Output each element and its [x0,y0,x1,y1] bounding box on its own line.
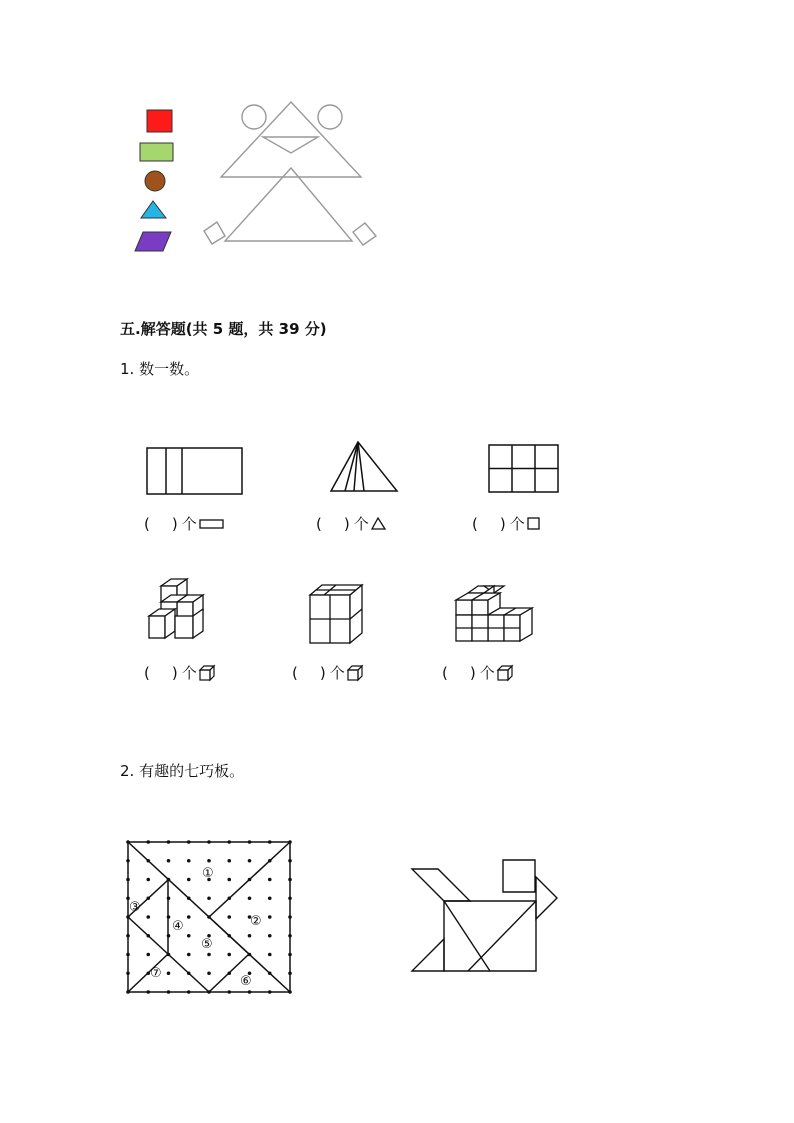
grid-dot [146,953,150,957]
grid-dot [227,953,231,957]
right-paren: ) [343,514,350,533]
right-paren: ) [171,514,178,533]
piece-label-4: ④ [172,919,184,934]
question-2-title: 2. 有趣的七巧板。 [120,762,245,780]
grid-dot [227,859,231,863]
legend-circle-icon [143,169,169,195]
grid-dot [187,859,191,863]
unit-label: 个 [181,664,197,682]
unit-label: 个 [329,664,345,682]
grid-dot [248,859,252,863]
piece-label-7: ⑦ [150,966,162,981]
right-foot-square [353,223,376,245]
grid-dot [248,896,252,900]
cube-icon [497,665,513,681]
grid-dot [187,953,191,957]
grid-dot [187,878,191,882]
unit-label: 个 [509,515,525,533]
legend-parallelogram-icon [134,230,174,254]
left-paren: ( [316,514,322,533]
left-paren: ( [472,514,478,533]
rectangle-icon [199,518,225,530]
grid-dot [146,915,150,919]
grid-dot [187,934,191,938]
grid-dot [268,915,272,919]
left-paren: ( [292,663,298,682]
grid-dot [268,934,272,938]
legend-square-icon [146,109,174,133]
grid-dot [207,859,211,863]
leg-triangle [412,939,444,971]
triangle-icon [371,517,387,531]
tail-parallelogram [412,869,470,901]
grid-dot [187,915,191,919]
tangram-dot-grid [124,838,294,998]
piece-label-2: ② [250,914,262,929]
grid-dot [207,971,211,975]
legend-rectangle-icon [139,142,175,164]
right-paren: ) [171,663,178,682]
question-1-title: 1. 数一数。 [120,360,200,378]
unit-label: 个 [353,515,369,533]
tangram-animal-figure [406,855,566,975]
piece-label-1: ① [202,866,214,881]
body-square [444,901,536,971]
unit-label: 个 [181,515,197,533]
unit-label: 个 [479,664,495,682]
cube-stack-medium [308,581,370,647]
cube-icon [199,665,215,681]
squares-figure [488,444,562,496]
piece-label-6: ⑥ [240,974,252,989]
shape-figure [190,95,390,255]
grid-dot [227,915,231,919]
legend-triangle-icon [139,199,169,221]
triangles-figure [328,440,400,495]
square-icon [527,517,541,531]
mouth-triangle [263,137,318,153]
left-foot-square [204,222,225,244]
cube-icon [347,665,363,681]
grid-dot [268,878,272,882]
grid-dot [268,953,272,957]
left-paren: ( [144,663,150,682]
grid-dot [268,896,272,900]
right-ear-circle [318,105,342,129]
piece-label-3: ③ [129,900,141,915]
answer-blank-cubes-3[interactable] [442,662,513,683]
section-title: 五.解答题(共 5 题，共 39 分) [120,320,327,338]
cube-stack-small [146,576,210,646]
left-paren: ( [144,514,150,533]
grid-dot [207,896,211,900]
cube-stack-large [454,583,536,649]
answer-blank-rectangles[interactable] [144,513,225,534]
ear-triangle [536,877,557,919]
left-ear-circle [242,105,266,129]
body-triangle [225,168,352,241]
grid-dot [207,953,211,957]
rectangles-figure [146,447,246,497]
grid-dot [227,878,231,882]
answer-blank-cubes-1[interactable] [144,662,215,683]
right-paren: ) [499,514,506,533]
grid-dot [248,934,252,938]
piece-label-5: ⑤ [201,937,213,952]
left-paren: ( [442,663,448,682]
grid-dot [146,878,150,882]
answer-blank-squares[interactable] [472,513,541,534]
grid-dot [167,859,171,863]
right-paren: ) [319,663,326,682]
answer-blank-cubes-2[interactable] [292,662,363,683]
head-square [503,860,535,892]
answer-blank-triangles[interactable] [316,513,387,534]
grid-dot [167,971,171,975]
right-paren: ) [469,663,476,682]
